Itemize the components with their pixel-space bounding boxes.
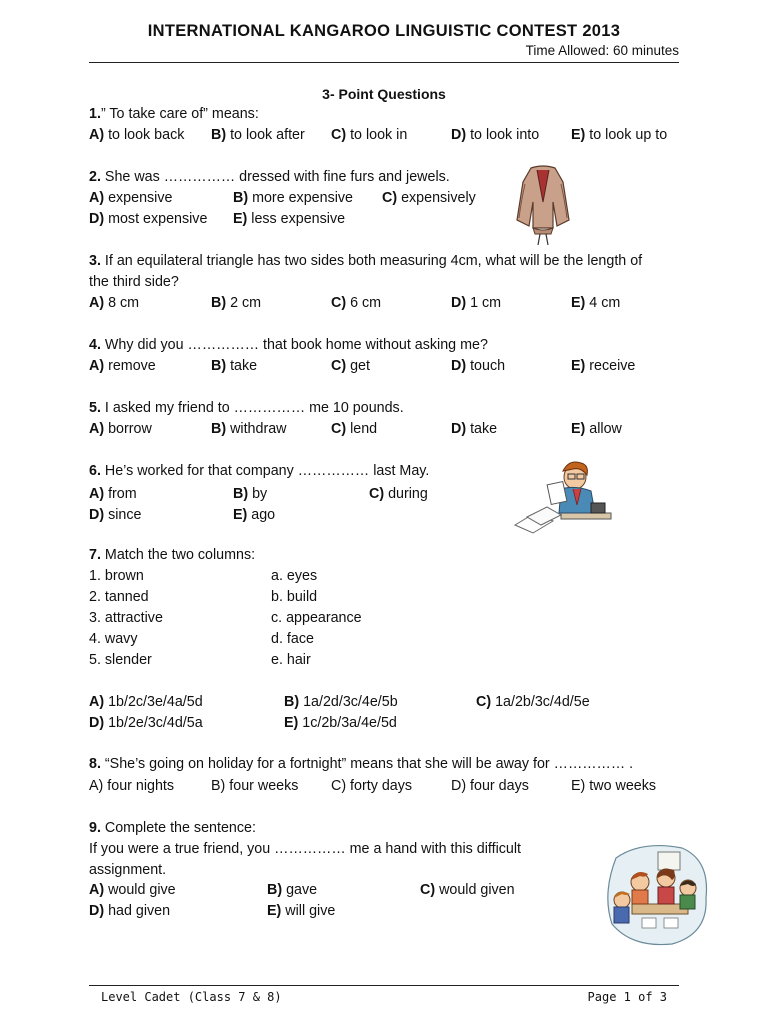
- q9-option-e[interactable]: E) will give: [267, 903, 336, 919]
- question-8: 8. “She’s going on holiday for a fortnight” means that she will be away for …………… .: [89, 756, 634, 772]
- q4-option-d[interactable]: D) touch: [451, 358, 506, 374]
- q8-option-c[interactable]: C) forty days: [331, 778, 413, 794]
- q5-option-c[interactable]: C) lend: [331, 421, 378, 437]
- match-right-d: d. face: [271, 631, 314, 647]
- question-6: 6. He’s worked for that company …………… last May.: [89, 463, 430, 479]
- q5-option-a[interactable]: A) borrow: [89, 421, 152, 437]
- q2-option-d[interactable]: D) most expensive: [89, 211, 208, 227]
- q7-option-d[interactable]: D) 1b/2e/3c/4d/5a: [89, 715, 203, 731]
- q6-option-d[interactable]: D) since: [89, 507, 142, 523]
- q3-option-a[interactable]: A) 8 cm: [89, 295, 140, 311]
- footer-page-number: Page 1 of 3: [587, 990, 667, 1004]
- q2-option-a[interactable]: A) expensive: [89, 190, 173, 206]
- q1-option-c[interactable]: C) to look in: [331, 127, 408, 143]
- match-left-2: 2. tanned: [89, 589, 149, 605]
- match-right-c: c. appearance: [271, 610, 362, 626]
- match-left-3: 3. attractive: [89, 610, 163, 626]
- q2-option-e[interactable]: E) less expensive: [233, 211, 346, 227]
- match-left-4: 4. wavy: [89, 631, 138, 647]
- question-9-sentence-cont: assignment.: [89, 862, 167, 878]
- q8-option-b[interactable]: B) four weeks: [211, 778, 299, 794]
- section-title: 3- Point Questions: [322, 86, 446, 102]
- q7-option-e[interactable]: E) 1c/2b/3a/4e/5d: [284, 715, 397, 731]
- q9-option-c[interactable]: C) would given: [420, 882, 515, 898]
- q4-option-c[interactable]: C) get: [331, 358, 370, 374]
- q7-option-b[interactable]: B) 1a/2d/3c/4e/5b: [284, 694, 398, 710]
- question-7: 7. Match the two columns:: [89, 547, 256, 563]
- q9-option-d[interactable]: D) had given: [89, 903, 171, 919]
- q6-option-b[interactable]: B) by: [233, 486, 268, 502]
- contest-title: INTERNATIONAL KANGAROO LINGUISTIC CONTEST 2013: [147, 22, 621, 40]
- q5-option-d[interactable]: D) take: [451, 421, 498, 437]
- q4-option-b[interactable]: B) take: [211, 358, 258, 374]
- match-right-e: e. hair: [271, 652, 311, 668]
- fur-coat-illustration: [513, 162, 573, 247]
- q2-option-c[interactable]: C) expensively: [382, 190, 476, 206]
- q4-option-e[interactable]: E) receive: [571, 358, 636, 374]
- q3-option-b[interactable]: B) 2 cm: [211, 295, 262, 311]
- q6-option-e[interactable]: E) ago: [233, 507, 276, 523]
- match-left-5: 5. slender: [89, 652, 152, 668]
- q9-option-a[interactable]: A) would give: [89, 882, 176, 898]
- q7-option-a[interactable]: A) 1b/2c/3e/4a/5d: [89, 694, 203, 710]
- q8-option-a[interactable]: A) four nights: [89, 778, 175, 794]
- question-9: 9. Complete the sentence:: [89, 820, 256, 836]
- match-right-b: b. build: [271, 589, 318, 605]
- students-group-illustration: [602, 838, 712, 948]
- q1-option-a[interactable]: A) to look back: [89, 127, 185, 143]
- question-1: 1.” To take care of” means:: [89, 106, 259, 122]
- q5-option-e[interactable]: E) allow: [571, 421, 622, 437]
- q1-option-b[interactable]: B) to look after: [211, 127, 305, 143]
- question-9-sentence: If you were a true friend, you …………… me a hand with this difficult: [89, 841, 522, 857]
- question-4: 4. Why did you …………… that book home without asking me?: [89, 337, 488, 353]
- q2-option-b[interactable]: B) more expensive: [233, 190, 353, 206]
- question-3-cont: the third side?: [89, 274, 179, 290]
- q4-option-a[interactable]: A) remove: [89, 358, 156, 374]
- q3-option-d[interactable]: D) 1 cm: [451, 295, 502, 311]
- q9-option-b[interactable]: B) gave: [267, 882, 318, 898]
- q5-option-b[interactable]: B) withdraw: [211, 421, 287, 437]
- question-5: 5. I asked my friend to …………… me 10 pounds.: [89, 400, 404, 416]
- question-3: 3. If an equilateral triangle has two sides both measuring 4cm, what will be the length of: [89, 253, 643, 269]
- q8-option-d[interactable]: D) four days: [451, 778, 529, 794]
- office-worker-illustration: [513, 455, 618, 535]
- q3-option-c[interactable]: C) 6 cm: [331, 295, 382, 311]
- q8-option-e[interactable]: E) two weeks: [571, 778, 657, 794]
- q1-option-e[interactable]: E) to look up to: [571, 127, 668, 143]
- q1-option-d[interactable]: D) to look into: [451, 127, 540, 143]
- q6-option-a[interactable]: A) from: [89, 486, 137, 502]
- header-rule: [89, 62, 679, 63]
- footer-level: Level Cadet (Class 7 & 8): [101, 990, 282, 1004]
- question-2: 2. She was …………… dressed with fine furs and jewels.: [89, 169, 450, 185]
- q6-option-c[interactable]: C) during: [369, 486, 428, 502]
- match-left-1: 1. brown: [89, 568, 144, 584]
- match-right-a: a. eyes: [271, 568, 318, 584]
- footer-rule: [89, 985, 679, 986]
- q7-option-c[interactable]: C) 1a/2b/3c/4d/5e: [476, 694, 590, 710]
- q3-option-e[interactable]: E) 4 cm: [571, 295, 621, 311]
- time-allowed: Time Allowed: 60 minutes: [525, 43, 679, 58]
